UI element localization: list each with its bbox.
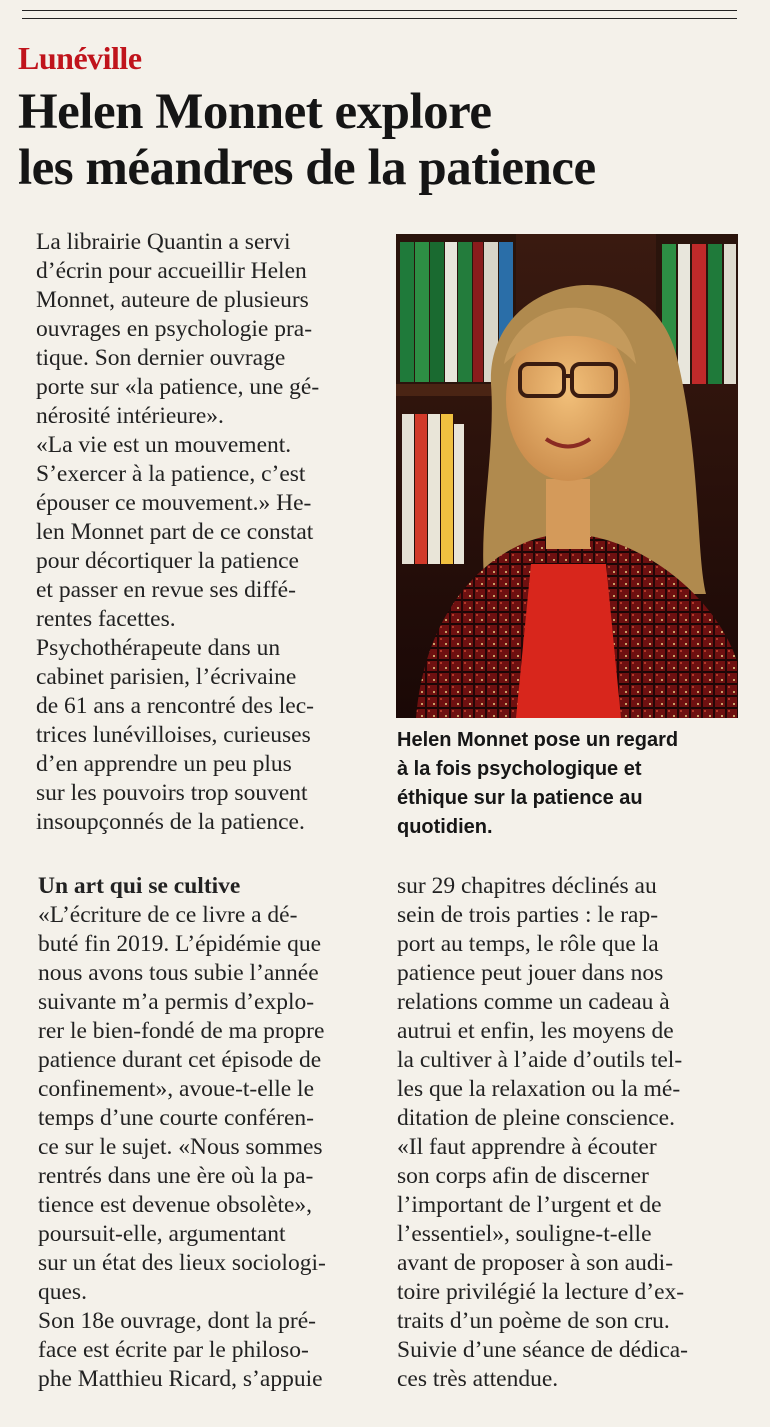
text-line: rentes facettes.: [36, 606, 176, 632]
text-line: sur un état des lieux sociologi-: [38, 1250, 326, 1276]
text-line: la cultiver à l’aide d’outils tel-: [397, 1047, 683, 1073]
text-line: insoupçonnés de la patience.: [36, 809, 305, 835]
text-line: Monnet, auteure de plusieurs: [36, 287, 309, 313]
article-column-1: [36, 228, 376, 837]
top-rule-1: [22, 10, 737, 11]
text-line: phe Matthieu Ricard, s’appuie: [38, 1366, 323, 1392]
text-line: sur 29 chapitres déclinés au: [397, 873, 657, 899]
text-line: ques.: [38, 1279, 87, 1305]
text-line: tique. Son dernier ouvrage: [36, 345, 286, 371]
text-line: ces très attendue.: [397, 1366, 559, 1392]
text-line: sur les pouvoirs trop souvent: [36, 780, 308, 806]
caption-line: à la fois psychologique et: [397, 758, 642, 780]
text-line: avant de proposer à son audi-: [397, 1250, 674, 1276]
text-line: et passer en revue ses diffé-: [36, 577, 296, 603]
text-line: La librairie Quantin a servi: [36, 229, 291, 255]
text-line: patience durant cet épisode de: [38, 1047, 322, 1073]
text-line: face est écrite par le philoso-: [38, 1337, 309, 1363]
text-line: «Il faut apprendre à écouter: [397, 1134, 657, 1160]
text-line: nérosité intérieure».: [36, 403, 224, 429]
text-line: cabinet parisien, l’écrivaine: [36, 664, 297, 690]
text-line: rer le bien-fondé de ma propre: [38, 1018, 325, 1044]
text-line: pour décortiquer la patience: [36, 548, 299, 574]
text-line: trices lunévilloises, curieuses: [36, 722, 311, 748]
text-line: ce sur le sujet. «Nous sommes: [38, 1134, 323, 1160]
text-line: «L’écriture de ce livre a dé-: [38, 902, 298, 928]
text-line: poursuit-elle, argumentant: [38, 1221, 286, 1247]
text-line: temps d’une courte conféren-: [38, 1105, 314, 1131]
text-line: len Monnet part de ce constat: [36, 519, 314, 545]
text-line: l’essentiel», souligne-t-elle: [397, 1221, 652, 1247]
text-line: sein de trois parties : le rap-: [397, 902, 659, 928]
text-line: Psychothérapeute dans un: [36, 635, 281, 661]
subheading: Un art qui se cultive: [38, 873, 241, 899]
photo-caption: [397, 726, 747, 842]
text-line: relations comme un cadeau à: [397, 989, 670, 1015]
text-line: confinement», avoue-t-elle le: [38, 1076, 314, 1102]
text-line: d’en apprendre un peu plus: [36, 751, 292, 777]
caption-line: éthique sur la patience au: [397, 787, 643, 809]
text-line: «La vie est un mouvement.: [36, 432, 292, 458]
top-rule-2: [22, 18, 737, 19]
text-line: d’écrin pour accueillir Helen: [36, 258, 307, 284]
text-line: toire privilégié la lecture d’ex-: [397, 1279, 685, 1305]
text-line: les que la relaxation ou la mé-: [397, 1076, 681, 1102]
text-line: porte sur «la patience, une gé-: [36, 374, 320, 400]
text-line: autrui et enfin, les moyens de: [397, 1018, 674, 1044]
text-line: port au temps, le rôle que la: [397, 931, 659, 957]
text-line: nous avons tous subie l’année: [38, 960, 319, 986]
text-line: rentrés dans une ère où la pa-: [38, 1163, 314, 1189]
headline-line: les méandres de la patience: [18, 140, 596, 196]
text-line: de 61 ans a rencontré des lec-: [36, 693, 314, 719]
text-line: buté fin 2019. L’épidémie que: [38, 931, 322, 957]
headline: [18, 84, 758, 196]
text-line: épouser ce mouvement.» He-: [36, 490, 312, 516]
text-line: Suivie d’une séance de dédica-: [397, 1337, 689, 1363]
author-photo-illustration: [396, 234, 738, 718]
article-column-3: [397, 872, 742, 1394]
text-line: patience peut jouer dans nos: [397, 960, 664, 986]
text-line: suivante m’a permis d’explo-: [38, 989, 315, 1015]
kicker-location: Lunéville: [18, 40, 142, 76]
text-line: ouvrages en psychologie pra-: [36, 316, 313, 342]
text-line: ditation de pleine conscience.: [397, 1105, 675, 1131]
text-line: son corps afin de discerner: [397, 1163, 649, 1189]
caption-line: Helen Monnet pose un regard: [397, 729, 679, 751]
text-line: S’exercer à la patience, c’est: [36, 461, 306, 487]
headline-line: Helen Monnet explore: [18, 84, 492, 140]
author-photo: [396, 234, 738, 718]
text-line: Son 18e ouvrage, dont la pré-: [38, 1308, 317, 1334]
text-line: l’important de l’urgent et de: [397, 1192, 662, 1218]
text-line: tience est devenue obsolète»,: [38, 1192, 313, 1218]
text-line: traits d’un poème de son cru.: [397, 1308, 670, 1334]
article-column-2: [38, 872, 378, 1394]
caption-line: quotidien.: [397, 816, 493, 838]
